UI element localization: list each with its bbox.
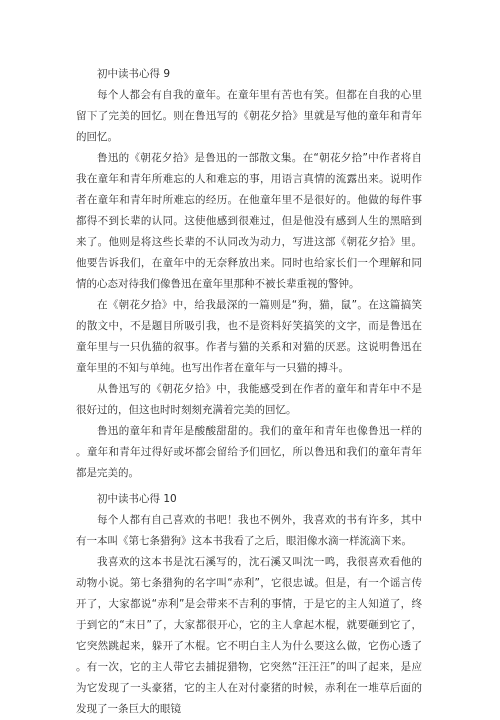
paragraph: 我喜欢的这本书是沈石溪写的，沈石溪又叫沈一鸣，我很喜欢看他的动物小说。第七条猎狗的名字叫“赤利”，它很忠诚。但是，有一个谣言传开了，大家都说“赤利”是会带来不吉利的事情，于是它的主人知道了，终于到它的“末日”了，大家都很开心，它的主人拿起木棍，就要砸到它了，它突然跳起来，躲开了木棍。它不明白主人为什么要这么做，它伤心透了。有一次，它的主人带它去捕捉猎物，它突然“汪汪汪”的叫了起来，是应为它发现了一头豪猪，它的主人在对付豪猪的时候，赤利在一堆草后面的发现了一条巨大的眼镜 xyxy=(76,556,422,715)
section-title: 初中读书心得 9 xyxy=(97,68,171,80)
section-title: 初中读书心得 10 xyxy=(97,493,177,505)
paragraph: 从鲁迅写的《朝花夕拾》中，我能感受到在作者的童年和青年中不是很好过的，但这也时时刻刻充满着完美的回忆。 xyxy=(76,383,422,416)
paragraph: 鲁迅的《朝花夕拾》是鲁迅的一部散文集。在“朝花夕拾”中作者将自我在童年和青年所难忘的人和难忘的事，用语言真情的流露出来。说明作者在童年和青年时所难忘的经历。在他童年里不是很好的。他做的每件事都得不到长辈的认同。这使他感到很难过，但是他没有感到人生的黑暗到来了。他则是将这些长辈的不认同改为动力，写进这部《朝花夕拾》里。他要告诉我们，在童年中的无奈释放出来。同时也给家长们一个理解和同情的心态对待我们像鲁迅在童年里那种不被长辈重视的警钟。 xyxy=(76,152,422,290)
paragraph: 每个人都会有自我的童年。在童年里有苦也有笑。但都在自我的心里留下了完美的回忆。则在鲁迅写的《朝花夕拾》里就是写他的童年和青年的回忆。 xyxy=(76,89,422,143)
section-reading-notes-9 xyxy=(76,64,422,484)
document-content xyxy=(76,64,422,720)
paragraph: 鲁迅的童年和青年是酸酸甜甜的。我们的童年和青年也像鲁迅一样的。童年和青年过得好或坏都会留给予们回忆，所以鲁迅和我们的童年青年都是完美的。 xyxy=(76,425,422,479)
section-reading-notes-10 xyxy=(76,489,422,720)
paragraph: 每个人都有自己喜欢的书吧！我也不例外，我喜欢的书有许多，其中有一本叫《第七条猎狗》这本书我看了之后，眼泪像水滴一样流滴下来。 xyxy=(76,514,422,547)
paragraph: 在《朝花夕拾》中，给我最深的一篇则是“狗，猫，鼠”。在这篇搞笑的散文中，不是题目所吸引我，也不是资料好笑搞笑的文字，而是鲁迅在童年里与一只仇猫的叙事。作者与猫的关系和对猫的厌恶。这说明鲁迅在童年里的不知与单纯。也写出作者在童年与一只猫的搏斗。 xyxy=(76,299,422,374)
